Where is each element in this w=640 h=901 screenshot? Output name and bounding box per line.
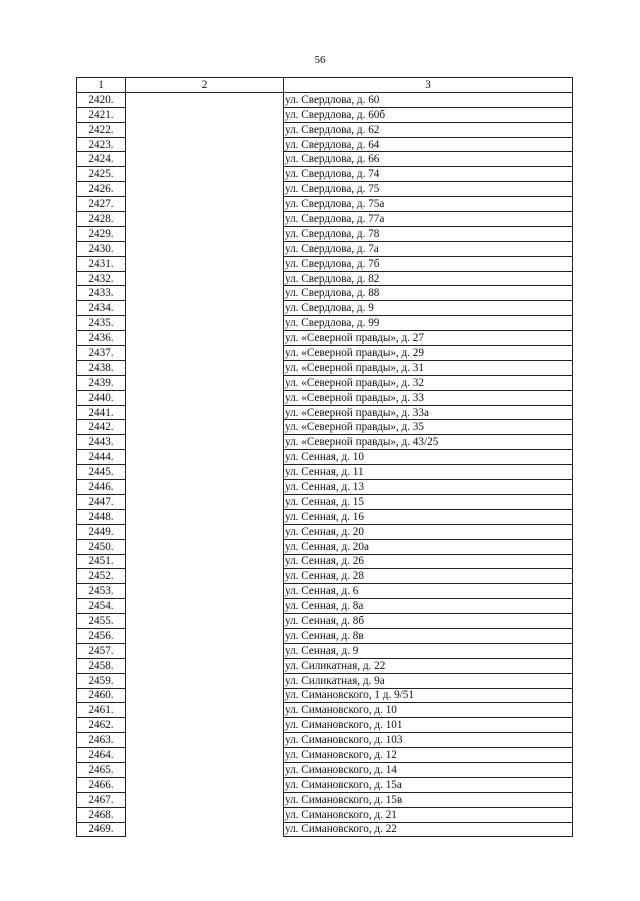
row-number-cell: 2448. [77,509,126,524]
table-row [77,92,573,107]
empty-cell [126,658,284,673]
address-cell: ул. «Северной правды», д. 27 [284,331,573,346]
table-row [77,450,573,465]
page-number: 56 [314,54,326,66]
row-number-cell: 2457. [77,643,126,658]
empty-cell [126,137,284,152]
column-header-3: 3 [284,78,573,93]
empty-cell [126,792,284,807]
address-cell: ул. Симановского, д. 101 [284,718,573,733]
row-number-cell: 2431. [77,256,126,271]
address-cell: ул. Свердлова, д. 64 [284,137,573,152]
empty-cell [126,331,284,346]
table-row [77,822,573,837]
empty-cell [126,673,284,688]
table-row [77,628,573,643]
table-row [77,673,573,688]
address-table [76,77,573,837]
empty-cell [126,405,284,420]
table-row [77,703,573,718]
table-row [77,107,573,122]
row-number-cell: 2450. [77,539,126,554]
address-cell: ул. «Северной правды», д. 33 [284,390,573,405]
empty-cell [126,465,284,480]
row-number-cell: 2434. [77,301,126,316]
table-row [77,777,573,792]
row-number-cell: 2468. [77,807,126,822]
address-cell: ул. Сенная, д. 20а [284,539,573,554]
empty-cell [126,271,284,286]
empty-cell [126,539,284,554]
row-number-cell: 2464. [77,748,126,763]
table-row [77,405,573,420]
empty-cell [126,197,284,212]
empty-cell [126,167,284,182]
table-row [77,494,573,509]
table-row [77,122,573,137]
table-row [77,762,573,777]
table-row [77,599,573,614]
table-row [77,480,573,495]
empty-cell [126,509,284,524]
empty-cell [126,256,284,271]
row-number-cell: 2428. [77,212,126,227]
address-cell: ул. Свердлова, д. 99 [284,316,573,331]
table-row [77,286,573,301]
row-number-cell: 2460. [77,688,126,703]
row-number-cell: 2423. [77,137,126,152]
row-number-cell: 2454. [77,599,126,614]
address-cell: ул. Сенная, д. 8а [284,599,573,614]
table-row [77,197,573,212]
row-number-cell: 2433. [77,286,126,301]
table-row [77,748,573,763]
row-number-cell: 2438. [77,360,126,375]
row-number-cell: 2458. [77,658,126,673]
address-cell: ул. Сенная, д. 16 [284,509,573,524]
row-number-cell: 2452. [77,569,126,584]
address-cell: ул. Свердлова, д. 7б [284,256,573,271]
address-cell: ул. Сенная, д. 20 [284,524,573,539]
address-cell: ул. Симановского, 1 д. 9/51 [284,688,573,703]
row-number-cell: 2427. [77,197,126,212]
row-number-cell: 2435. [77,316,126,331]
row-number-cell: 2440. [77,390,126,405]
row-number-cell: 2453. [77,584,126,599]
address-cell: ул. Сенная, д. 13 [284,480,573,495]
empty-cell [126,152,284,167]
row-number-cell: 2445. [77,465,126,480]
header-row [77,78,573,93]
address-cell: ул. Симановского, д. 103 [284,733,573,748]
address-cell: ул. Свердлова, д. 62 [284,122,573,137]
empty-cell [126,301,284,316]
row-number-cell: 2432. [77,271,126,286]
address-cell: ул. «Северной правды», д. 35 [284,420,573,435]
row-number-cell: 2463. [77,733,126,748]
address-cell: ул. Симановского, д. 22 [284,822,573,837]
row-number-cell: 2444. [77,450,126,465]
empty-cell [126,182,284,197]
table-row [77,346,573,361]
table-row [77,465,573,480]
table-row [77,435,573,450]
table-row [77,539,573,554]
table-row [77,509,573,524]
row-number-cell: 2469. [77,822,126,837]
table-row [77,420,573,435]
address-cell: ул. Сенная, д. 8б [284,614,573,629]
empty-cell [126,316,284,331]
empty-cell [126,599,284,614]
address-cell: ул. Сенная, д. 15 [284,494,573,509]
table-row [77,360,573,375]
table-row [77,643,573,658]
table-body [77,92,573,837]
address-cell: ул. Симановского, д. 15а [284,777,573,792]
address-cell: ул. Свердлова, д. 88 [284,286,573,301]
address-cell: ул. «Северной правды», д. 43/25 [284,435,573,450]
empty-cell [126,688,284,703]
empty-cell [126,569,284,584]
row-number-cell: 2430. [77,241,126,256]
row-number-cell: 2429. [77,226,126,241]
row-number-cell: 2425. [77,167,126,182]
row-number-cell: 2455. [77,614,126,629]
table-row [77,524,573,539]
empty-cell [126,628,284,643]
empty-cell [126,390,284,405]
empty-cell [126,226,284,241]
address-cell: ул. Силикатная, д. 22 [284,658,573,673]
row-number-cell: 2441. [77,405,126,420]
row-number-cell: 2456. [77,628,126,643]
table-row [77,584,573,599]
table-row [77,569,573,584]
address-cell: ул. Свердлова, д. 66 [284,152,573,167]
address-cell: ул. Свердлова, д. 60 [284,92,573,107]
row-number-cell: 2422. [77,122,126,137]
table-row [77,241,573,256]
address-cell: ул. Свердлова, д. 82 [284,271,573,286]
empty-cell [126,92,284,107]
row-number-cell: 2421. [77,107,126,122]
empty-cell [126,241,284,256]
empty-cell [126,375,284,390]
row-number-cell: 2426. [77,182,126,197]
empty-cell [126,524,284,539]
address-cell: ул. Свердлова, д. 74 [284,167,573,182]
table-row [77,718,573,733]
address-cell: ул. Сенная, д. 26 [284,554,573,569]
row-number-cell: 2461. [77,703,126,718]
table-row [77,554,573,569]
row-number-cell: 2449. [77,524,126,539]
empty-cell [126,822,284,837]
empty-cell [126,286,284,301]
row-number-cell: 2437. [77,346,126,361]
empty-cell [126,480,284,495]
table-row [77,331,573,346]
empty-cell [126,584,284,599]
table-row [77,688,573,703]
empty-cell [126,807,284,822]
row-number-cell: 2459. [77,673,126,688]
row-number-cell: 2447. [77,494,126,509]
table-row [77,614,573,629]
table-row [77,226,573,241]
row-number-cell: 2436. [77,331,126,346]
address-cell: ул. Свердлова, д. 75 [284,182,573,197]
table-row [77,167,573,182]
row-number-cell: 2424. [77,152,126,167]
empty-cell [126,554,284,569]
table-row [77,733,573,748]
empty-cell [126,494,284,509]
empty-cell [126,703,284,718]
address-cell: ул. Симановского, д. 10 [284,703,573,718]
row-number-cell: 2465. [77,762,126,777]
table-row [77,152,573,167]
address-cell: ул. Сенная, д. 9 [284,643,573,658]
address-cell: ул. Симановского, д. 14 [284,762,573,777]
table-row [77,792,573,807]
address-cell: ул. «Северной правды», д. 32 [284,375,573,390]
column-header-1: 1 [77,78,126,93]
address-cell: ул. Сенная, д. 8в [284,628,573,643]
address-cell: ул. Свердлова, д. 75а [284,197,573,212]
address-cell: ул. Силикатная, д. 9а [284,673,573,688]
address-cell: ул. Сенная, д. 10 [284,450,573,465]
table-row [77,182,573,197]
row-number-cell: 2466. [77,777,126,792]
table-row [77,658,573,673]
empty-cell [126,762,284,777]
empty-cell [126,107,284,122]
row-number-cell: 2442. [77,420,126,435]
empty-cell [126,643,284,658]
row-number-cell: 2451. [77,554,126,569]
empty-cell [126,435,284,450]
address-cell: ул. Симановского, д. 21 [284,807,573,822]
empty-cell [126,450,284,465]
address-cell: ул. Сенная, д. 28 [284,569,573,584]
table-row [77,137,573,152]
address-cell: ул. «Северной правды», д. 33а [284,405,573,420]
empty-cell [126,748,284,763]
empty-cell [126,346,284,361]
table-row [77,212,573,227]
row-number-cell: 2462. [77,718,126,733]
empty-cell [126,122,284,137]
table-row [77,375,573,390]
empty-cell [126,360,284,375]
empty-cell [126,614,284,629]
address-cell: ул. Сенная, д. 11 [284,465,573,480]
row-number-cell: 2439. [77,375,126,390]
address-cell: ул. Симановского, д. 12 [284,748,573,763]
table-row [77,807,573,822]
table-row [77,271,573,286]
address-cell: ул. Свердлова, д. 78 [284,226,573,241]
address-cell: ул. Свердлова, д. 9 [284,301,573,316]
table-row [77,390,573,405]
address-cell: ул. Свердлова, д. 60б [284,107,573,122]
row-number-cell: 2446. [77,480,126,495]
empty-cell [126,420,284,435]
address-cell: ул. Свердлова, д. 7а [284,241,573,256]
table-row [77,256,573,271]
address-cell: ул. «Северной правды», д. 29 [284,346,573,361]
address-cell: ул. «Северной правды», д. 31 [284,360,573,375]
empty-cell [126,718,284,733]
row-number-cell: 2467. [77,792,126,807]
row-number-cell: 2443. [77,435,126,450]
address-cell: ул. Свердлова, д. 77а [284,212,573,227]
address-cell: ул. Сенная, д. 6 [284,584,573,599]
table-header [77,78,573,93]
address-cell: ул. Симановского, д. 15в [284,792,573,807]
empty-cell [126,212,284,227]
table-row [77,301,573,316]
table-row [77,316,573,331]
row-number-cell: 2420. [77,92,126,107]
empty-cell [126,777,284,792]
empty-cell [126,733,284,748]
column-header-2: 2 [126,78,284,93]
